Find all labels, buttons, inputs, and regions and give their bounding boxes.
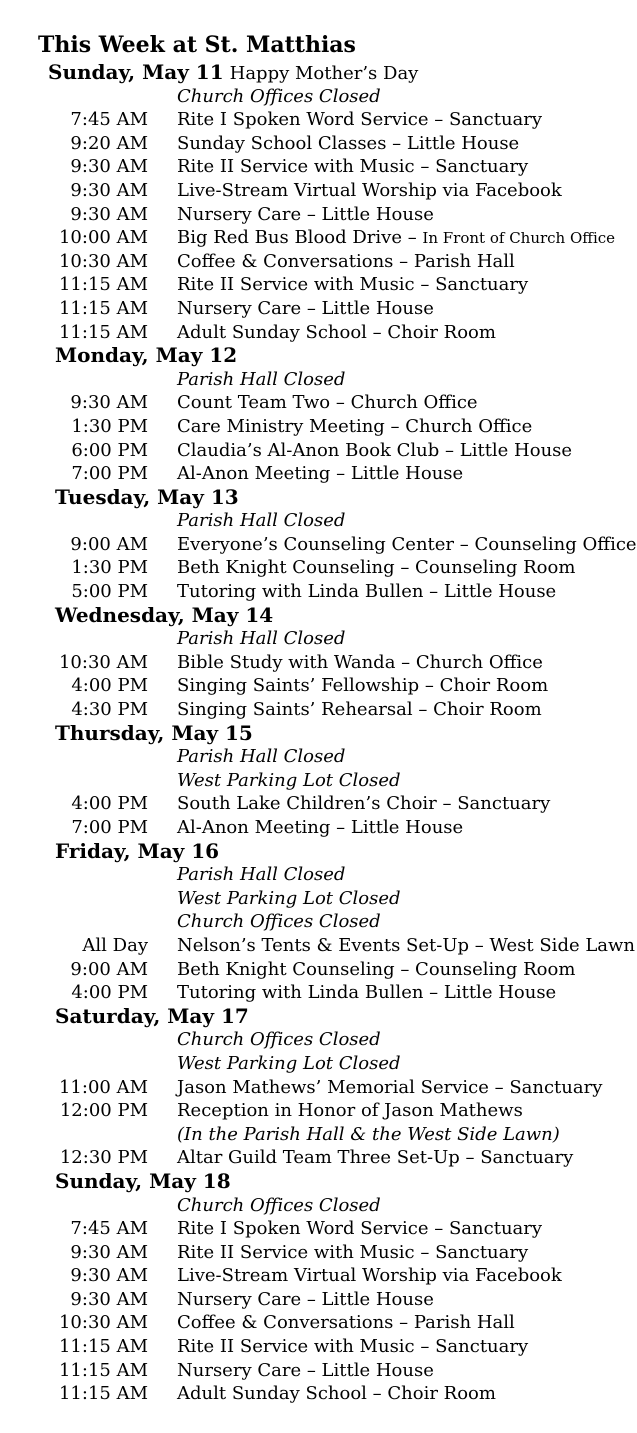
event-time: 11:15 AM [58,321,148,343]
event-time: 12:30 PM [59,1147,148,1169]
schedule-event [0,415,637,439]
day-note: Happy Mother’s Day [229,63,419,84]
schedule-event [0,1264,637,1288]
event-text: Sunday School Classes – Little House [177,132,520,154]
schedule-note [0,745,637,769]
event-time: 9:30 AM [70,1288,148,1310]
event-time: 11:15 AM [58,1336,148,1358]
schedule-event [0,155,637,179]
schedule-event [0,981,637,1005]
schedule-event [0,250,637,274]
note-text: West Parking Lot Closed [177,887,401,909]
schedule-event [0,273,637,297]
event-text: Singing Saints’ Rehearsal – Choir Room [177,699,542,721]
event-time: 11:15 AM [58,1359,148,1381]
schedule-event [0,462,637,486]
event-text: Rite I Spoken Word Service – Sanctuary [177,109,543,131]
note-text: Church Offices Closed [177,1194,381,1216]
event-time: 9:20 AM [70,132,148,154]
schedule-event [0,1382,637,1406]
event-time: 7:45 AM [70,1218,148,1240]
day-label: Wednesday, May 14 [55,602,274,627]
schedule-event [0,1099,637,1123]
event-time: 12:00 PM [59,1100,148,1122]
schedule-event [0,1335,637,1359]
event-text: Al-Anon Meeting – Little House [177,463,464,485]
schedule-note [0,1194,637,1218]
event-text: Beth Knight Counseling – Counseling Room [177,557,576,579]
event-time: 9:30 AM [70,156,148,178]
schedule-event [0,698,637,722]
note-text: Parish Hall Closed [177,746,346,768]
event-text: Bible Study with Wanda – Church Office [177,651,543,673]
day-label: Friday, May 16 [55,838,220,863]
event-time: 1:30 PM [71,557,148,579]
schedule-event [0,108,637,132]
schedule-event [0,132,637,156]
event-time: 11:15 AM [58,297,148,319]
schedule-note [0,1123,637,1147]
event-time: 4:00 PM [71,793,148,815]
note-text: Church Offices Closed [177,911,381,933]
note-text: Parish Hall Closed [177,368,346,390]
event-text: Nursery Care – Little House [177,297,434,319]
day-label: Monday, May 12 [55,343,238,368]
event-time: 7:00 PM [71,463,148,485]
event-time: 10:30 AM [58,651,148,673]
schedule-event [0,321,637,345]
event-text: Claudia’s Al-Anon Book Club – Little House [177,439,573,461]
note-text: Church Offices Closed [177,85,381,107]
day-label: Saturday, May 17 [55,1003,249,1028]
schedule-event [0,792,637,816]
day-heading [0,486,637,510]
event-time: 6:00 PM [71,439,148,461]
schedule-list [0,61,637,1406]
schedule-note [0,1052,637,1076]
schedule-event [0,439,637,463]
event-time: 4:00 PM [71,675,148,697]
event-time: 4:30 PM [71,699,148,721]
schedule-event [0,203,637,227]
event-text: Tutoring with Linda Bullen – Little House [177,982,557,1004]
event-time: 9:30 AM [70,1265,148,1287]
schedule-note [0,85,637,109]
event-text: Nursery Care – Little House [177,1288,434,1310]
schedule-event [0,674,637,698]
schedule-event [0,179,637,203]
schedule-note [0,368,637,392]
schedule-event [0,816,637,840]
schedule-event [0,226,637,250]
day-heading [0,344,637,368]
day-heading [0,840,637,864]
event-time: 4:00 PM [71,982,148,1004]
note-text: Parish Hall Closed [177,628,346,650]
event-time: 9:30 AM [70,179,148,201]
schedule-event [0,958,637,982]
day-label: Tuesday, May 13 [55,484,239,509]
event-text: Rite I Spoken Word Service – Sanctuary [177,1218,543,1240]
event-text: Al-Anon Meeting – Little House [177,817,464,838]
event-text: Care Ministry Meeting – Church Office [177,415,533,437]
schedule-event [0,556,637,580]
schedule-event [0,934,637,958]
page-title: This Week at St. Matthias [38,32,356,58]
schedule-note [0,887,637,911]
schedule-event [0,1241,637,1265]
event-text: Beth Knight Counseling – Counseling Room [177,958,576,980]
schedule-event [0,1146,637,1170]
event-text: Rite II Service with Music – Sanctuary [177,274,529,296]
note-text: Parish Hall Closed [177,864,346,886]
event-text: Rite II Service with Music – Sanctuary [177,156,529,178]
day-heading [0,604,637,628]
event-text: Big Red Bus Blood Drive – In Front of Church Office [177,227,616,249]
event-time: 9:30 AM [70,392,148,414]
schedule-event [0,651,637,675]
event-time: 10:30 AM [58,1312,148,1334]
event-text: Rite II Service with Music – Sanctuary [177,1336,529,1358]
event-text: Nursery Care – Little House [177,1359,434,1381]
event-text: Reception in Honor of Jason Mathews [177,1100,523,1122]
event-time: 9:00 AM [70,533,148,555]
event-text: Jason Mathews’ Memorial Service – Sanctuary [177,1076,603,1098]
schedule-note [0,627,637,651]
event-text: Live-Stream Virtual Worship via Facebook [177,179,562,201]
event-time: 1:30 PM [71,415,148,437]
note-text: Parish Hall Closed [177,510,346,532]
schedule-note [0,863,637,887]
schedule-event [0,297,637,321]
schedule-note [0,910,637,934]
schedule-event [0,1076,637,1100]
event-time: 11:15 AM [58,274,148,296]
event-text: Coffee & Conversations – Parish Hall [177,250,515,272]
event-time: 7:45 AM [70,109,148,131]
day-heading [0,61,637,85]
schedule-note [0,1028,637,1052]
note-text: (In the Parish Hall & the West Side Lawn) [177,1123,560,1145]
schedule-event [0,1359,637,1383]
event-time: 9:00 AM [70,958,148,980]
event-time: 7:00 PM [71,817,148,838]
schedule-event [0,533,637,557]
event-text: Count Team Two – Church Office [177,392,478,414]
day-heading [0,1005,637,1029]
schedule-event [0,1311,637,1335]
event-text: Nursery Care – Little House [177,203,434,225]
schedule-note [0,509,637,533]
event-time: 9:30 AM [70,1241,148,1263]
note-text: Church Offices Closed [177,1029,381,1051]
event-text: Tutoring with Linda Bullen – Little House [177,581,557,603]
event-text: Rite II Service with Music – Sanctuary [177,1241,529,1263]
event-text: Nelson’s Tents & Events Set-Up – West Side Lawn [177,934,636,956]
event-time: 10:30 AM [58,250,148,272]
event-text: Adult Sunday School – Choir Room [177,321,496,343]
schedule-event [0,1288,637,1312]
event-time: All Day [82,934,148,956]
schedule-event [0,1217,637,1241]
event-text: Coffee & Conversations – Parish Hall [177,1312,515,1334]
schedule-event [0,580,637,604]
event-time: 10:00 AM [58,227,148,249]
event-time: 11:15 AM [58,1383,148,1405]
note-text: West Parking Lot Closed [177,769,401,791]
day-label: Sunday, May 18 [55,1168,231,1193]
event-time: 9:30 AM [70,203,148,225]
event-text: Everyone’s Counseling Center – Counseling Office [177,533,637,555]
day-heading [0,722,637,746]
event-time: 5:00 PM [71,581,148,603]
day-label: Sunday, May 11 Happy Mother’s Day [48,60,419,84]
event-location-small: In Front of Church Office [422,229,616,248]
schedule-event [0,391,637,415]
event-text: Singing Saints’ Fellowship – Choir Room [177,675,549,697]
note-text: West Parking Lot Closed [177,1052,401,1074]
day-label: Thursday, May 15 [55,720,253,745]
event-text: Live-Stream Virtual Worship via Facebook [177,1265,562,1287]
event-time: 11:00 AM [58,1076,148,1098]
schedule-note [0,769,637,793]
event-text: Adult Sunday School – Choir Room [177,1383,496,1405]
day-heading [0,1170,637,1194]
event-text: Altar Guild Team Three Set-Up – Sanctuary [177,1147,574,1169]
event-text: South Lake Children’s Choir – Sanctuary [177,793,551,815]
